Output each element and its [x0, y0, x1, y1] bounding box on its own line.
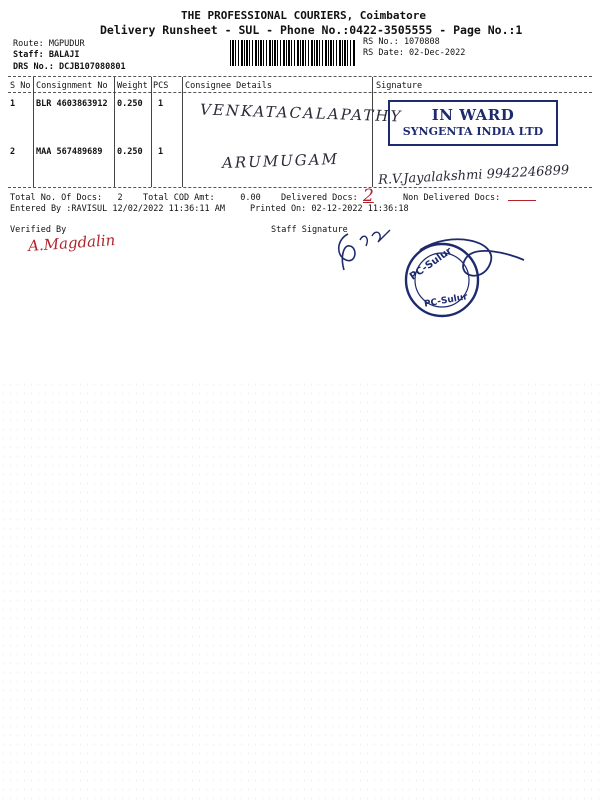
verified-by-label: Verified By — [10, 225, 67, 235]
row-consignment: MAA 567489689 — [36, 147, 103, 157]
stamp-line1: IN WARD — [431, 106, 515, 124]
verified-signature: A.Magdalin — [27, 230, 116, 256]
column-header: Signature — [376, 81, 423, 91]
scan-noise — [0, 380, 600, 800]
column-header: PCS — [153, 81, 169, 91]
column-header: S No — [10, 81, 31, 91]
column-header: Weight — [117, 81, 148, 91]
total-cod: Total COD Amt: 0.00 — [143, 193, 261, 203]
col-divider — [182, 77, 183, 187]
inward-stamp — [388, 100, 558, 146]
delivered-docs-value: 2 — [363, 186, 374, 206]
row-weight: 0.250 — [117, 147, 143, 157]
row-consignee-handwritten: VENKATACALAPATHY — [199, 100, 403, 126]
rs-date: RS Date: 02-Dec-2022 — [363, 48, 466, 58]
seal-text: PC-Sulur — [423, 292, 469, 310]
drs-number: DRS No.: DCJB107080801 — [13, 62, 126, 72]
row-pcs: 1 — [158, 99, 164, 109]
staff: Staff: BALAJI — [13, 50, 80, 60]
table-bottom-rule — [8, 187, 592, 188]
row-signature-handwritten: R.V.Jayalakshmi 9942246899 — [377, 163, 570, 188]
stamp-line2: SYNGENTA INDIA LTD — [402, 125, 544, 138]
col-divider — [33, 77, 34, 187]
route: Route: MGPUDUR — [13, 39, 85, 49]
non-delivered-underline — [508, 200, 536, 201]
table-header-rule — [8, 92, 592, 93]
row-sno: 1 — [10, 99, 16, 109]
company-title: THE PROFESSIONAL COURIERS, Coimbatore — [181, 9, 427, 22]
col-divider — [114, 77, 115, 187]
column-header: Consignee Details — [185, 81, 272, 91]
row-consignment: BLR 4603863912 — [36, 99, 108, 109]
non-delivered-docs-label: Non Delivered Docs: — [403, 193, 501, 203]
entered-by: Entered By :RAVISUL 12/02/2022 11:36:11 AM — [10, 204, 225, 214]
printed-on: Printed On: 02-12-2022 11:36:18 — [250, 204, 409, 214]
rs-number: RS No.: 1070808 — [363, 37, 440, 47]
column-header: Consignment No — [36, 81, 108, 91]
staff-signature-label: Staff Signature — [271, 225, 348, 235]
row-weight: 0.250 — [117, 99, 143, 109]
round-seal — [380, 230, 540, 320]
row-sno: 2 — [10, 147, 16, 157]
col-divider — [372, 77, 373, 187]
row-pcs: 1 — [158, 147, 164, 157]
row-consignee-handwritten: ARUMUGAM — [221, 149, 340, 173]
table-top-rule — [8, 76, 592, 77]
barcode — [230, 40, 356, 66]
runsheet-title: Delivery Runsheet - SUL - Phone No.:0422-3505555 - Page No.:1 — [100, 23, 523, 37]
total-docs: Total No. Of Docs: 2 — [10, 193, 123, 203]
delivered-docs-label: Delivered Docs: — [281, 193, 358, 203]
seal-text: PC-Sulur — [407, 245, 455, 283]
col-divider — [151, 77, 152, 187]
